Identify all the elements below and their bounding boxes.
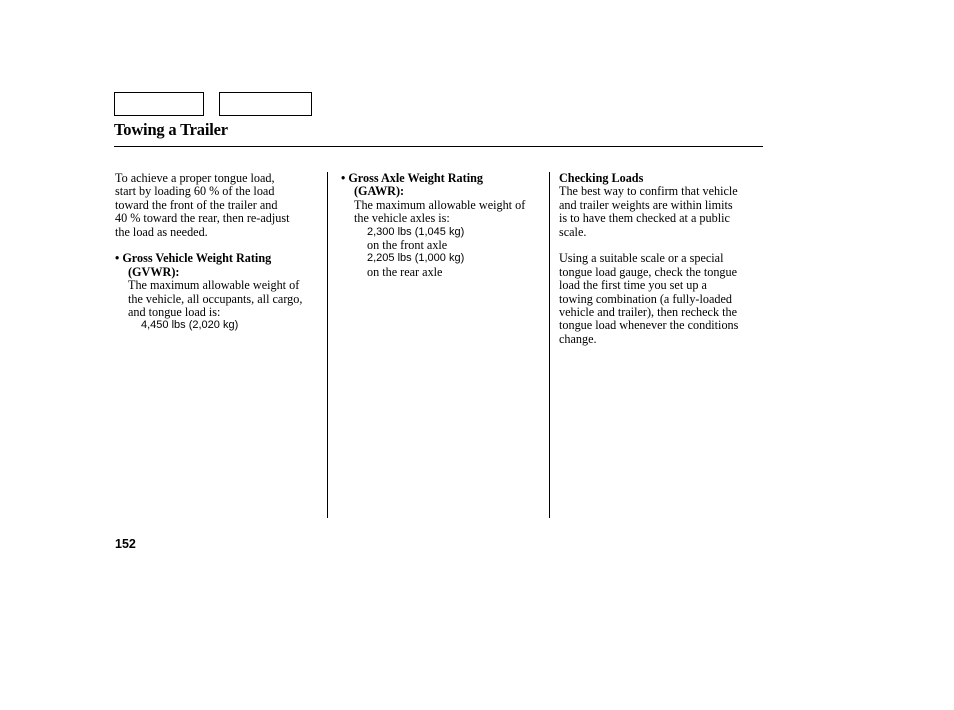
column-3 (559, 172, 764, 346)
gvwr-body-line: and tongue load is: (128, 305, 221, 320)
gvwr-body-line: the vehicle, all occupants, all cargo, (128, 291, 303, 306)
nav-tab-box-2[interactable] (219, 92, 312, 116)
front-axle-label: on the front axle (367, 238, 448, 253)
bullet-icon: • (341, 171, 349, 185)
checking-para1-line: is to have them checked at a public (559, 211, 730, 226)
column-divider-2 (549, 172, 550, 518)
front-axle-value: 2,300 lbs (1,045 kg) (367, 225, 465, 238)
checking-para1-line: and trailer weights are within limits (559, 197, 733, 212)
checking-para2-line: towing combination (a fully-loaded (559, 291, 732, 306)
gvwr-heading-abbr: (GVWR): (128, 264, 180, 279)
intro-line: To achieve a proper tongue load, (115, 171, 275, 185)
column-1 (115, 172, 325, 333)
checking-para1-line: scale. (559, 224, 587, 239)
checking-loads-heading: Checking Loads (559, 171, 644, 185)
checking-para2-line: vehicle and trailer), then recheck the (559, 305, 737, 320)
checking-para2-line: Using a suitable scale or a special (559, 251, 724, 266)
title-divider (114, 146, 763, 147)
checking-para2-line: tongue load whenever the conditions (559, 318, 739, 333)
gvwr-value: 4,450 lbs (2,020 kg) (141, 319, 239, 332)
gawr-heading: • Gross Axle Weight Rating (341, 171, 483, 185)
checking-para2-line: load the first time you set up a (559, 278, 707, 293)
checking-para1-line: The best way to confirm that vehicle (559, 184, 738, 199)
intro-line: 40 % toward the rear, then re-adjust (115, 211, 290, 226)
gvwr-body-line: The maximum allowable weight of (128, 278, 300, 293)
intro-line: start by loading 60 % of the load (115, 184, 275, 199)
gawr-body-line: The maximum allowable weight of (354, 197, 526, 212)
gvwr-heading: • Gross Vehicle Weight Rating (115, 251, 272, 266)
column-divider-1 (327, 172, 328, 518)
nav-tab-box-1[interactable] (114, 92, 204, 116)
rear-axle-label: on the rear axle (367, 264, 443, 279)
gawr-heading-abbr: (GAWR): (354, 184, 405, 199)
page-number: 152 (115, 537, 136, 551)
column-2 (341, 172, 546, 279)
intro-line: the load as needed. (115, 224, 208, 239)
intro-line: toward the front of the trailer and (115, 197, 278, 212)
bullet-icon: • (115, 251, 123, 266)
page-title: Towing a Trailer (114, 120, 228, 139)
rear-axle-value: 2,205 lbs (1,000 kg) (367, 252, 465, 265)
gawr-body-line: the vehicle axles is: (354, 211, 450, 226)
checking-para2-line: tongue load gauge, check the tongue (559, 264, 738, 279)
checking-para2-line: change. (559, 331, 597, 346)
